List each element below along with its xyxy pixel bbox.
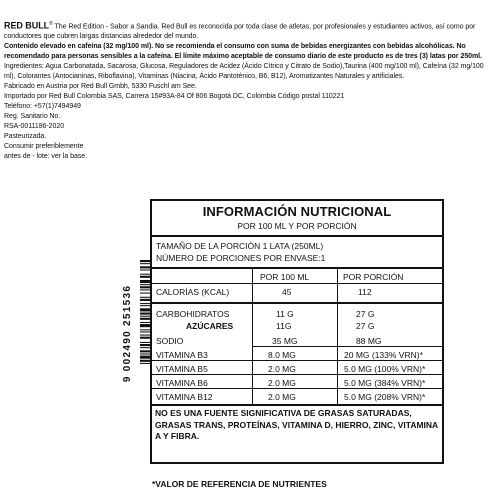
calories-per-100ml: 45 — [282, 287, 292, 297]
pasteurized-text: Pasteurizada. — [4, 133, 47, 141]
brand-name: RED BULL — [4, 20, 50, 31]
consume-before-line1: Consumir preferiblemente — [4, 143, 84, 151]
vitamin-b5-label: VITAMINA B5 — [156, 364, 208, 374]
sugars-label: AZÚCARES — [186, 321, 234, 331]
col-header-per-100ml: POR 100 ML — [260, 272, 310, 282]
vitamin-b5-per-100ml: 2.0 MG — [268, 364, 296, 374]
sugars-per-100ml: 11G — [276, 321, 292, 331]
column-divider — [337, 267, 338, 404]
divider — [152, 283, 442, 284]
vitamin-b5-per-portion: 5.0 MG (100% VRN)* — [344, 364, 426, 374]
divider — [252, 346, 442, 347]
trademark-symbol: ® — [49, 21, 53, 27]
calories-per-portion: 112 — [358, 287, 372, 297]
sugars-per-portion: 27 G — [356, 321, 375, 331]
divider — [152, 360, 442, 361]
divider — [152, 388, 442, 389]
carbs-label: CARBOHIDRATOS — [156, 309, 230, 319]
barcode-digits-wrap — [114, 258, 142, 408]
column-divider — [252, 267, 253, 404]
nutrition-title: INFORMACIÓN NUTRICIONAL — [202, 204, 392, 219]
servings-per-container: NÚMERO DE PORCIONES POR ENVASE:1 — [156, 253, 326, 263]
sodium-label: SODIO — [156, 336, 184, 346]
nrv-footnote: *VALOR DE REFERENCIA DE NUTRIENTES — [152, 479, 327, 489]
vitamin-b12-label: VITAMINA B12 — [156, 392, 213, 402]
barcode-digits: 9 002490 251536 — [122, 284, 134, 382]
sodium-per-100ml: 35 MG — [272, 336, 298, 346]
col-header-per-portion: POR PORCIÓN — [343, 272, 404, 282]
vitamin-b3-label: VITAMINA B3 — [156, 350, 208, 360]
intro-paragraph — [4, 19, 492, 42]
divider — [152, 302, 442, 304]
nutrition-facts-panel — [150, 199, 444, 464]
nutrition-subtitle: POR 100 ML Y POR PORCIÓN — [237, 221, 357, 231]
importer-text: Importado por Red Bull Colombia SAS, Carrera 15#93A-84 Of 806 Bogotá DC, Colombia Código postal 110221 — [4, 93, 345, 101]
divider — [152, 235, 442, 237]
calories-label: CALORÍAS (KCAL) — [156, 287, 230, 297]
consume-before-line2: antes de - lote: ver la base. — [4, 153, 87, 161]
caffeine-warning: Contenido elevado en cafeína (32 mg/100 ml). No se recomienda el consumo con suma de bebidas energizantes con bebidas alcohólicas. No recomendado para personas sensibles a la cafeína. El límite máximo aceptable de consumo diario de este producto es de tres (3) latas por 250ml. — [4, 43, 482, 61]
sanitary-reg-label: Reg. Sanitario No. — [4, 113, 61, 121]
vitamin-b3-per-100ml: 8.0 MG — [268, 350, 296, 360]
vitamin-b3-per-portion: 20 MG (133% VRN)* — [344, 350, 423, 360]
carbs-per-portion: 27 G — [356, 309, 375, 319]
phone-text: Teléfono: +57(1)7494949 — [4, 103, 81, 111]
sodium-per-portion: 88 MG — [356, 336, 382, 346]
serving-size: TAMAÑO DE LA PORCIÓN 1 LATA (250ML) — [156, 241, 324, 251]
vitamin-b6-label: VITAMINA B6 — [156, 378, 208, 388]
intro-text: The Red Edition - Sabor a Sandia. Red Bull es reconocida por toda clase de atletas, por profesionales y estudiantes activos, así como por conductores que cubren largas distancias alrededor del mundo. — [4, 23, 476, 41]
divider — [152, 374, 442, 375]
vitamin-b12-per-100ml: 2.0 MG — [268, 392, 296, 402]
vitamin-b6-per-portion: 5.0 MG (384% VRN)* — [344, 378, 426, 388]
product-description-block — [4, 19, 492, 162]
not-significant-source-note: NO ES UNA FUENTE SIGNIFICATIVA DE GRASAS SATURADAS, GRASAS TRANS, PROTEÍNAS, VITAMINA D, HIERRO, ZINC, VITAMINA A Y FIBRA. — [155, 408, 438, 441]
vitamin-b6-per-100ml: 2.0 MG — [268, 378, 296, 388]
carbs-per-100ml: 11 G — [276, 309, 294, 319]
divider — [152, 267, 442, 269]
ingredients-text: Ingredientes: Agua Carbonatada, Sacarosa, Glucosa, Reguladores de Acidez (Ácido Cítrico y Citrato de Sodio),Taurina (400 mg/100 ml), Cafeína (32 mg/100 ml), Colorantes (Antocianinas, Riboflavina), Vitaminas (Niacina, Ácido Pantoténico, B6, B12), Aromatizantes Naturales y artificiales. — [4, 63, 484, 81]
rsa-number: RSA-0011186-2020 — [4, 123, 65, 131]
manufacturer-text: Fabricado en Austria por Red Bull Gmbh, 5330 Fuschl am See. — [4, 83, 197, 91]
vitamin-b12-per-portion: 5.0 MG (208% VRN)* — [344, 392, 426, 402]
